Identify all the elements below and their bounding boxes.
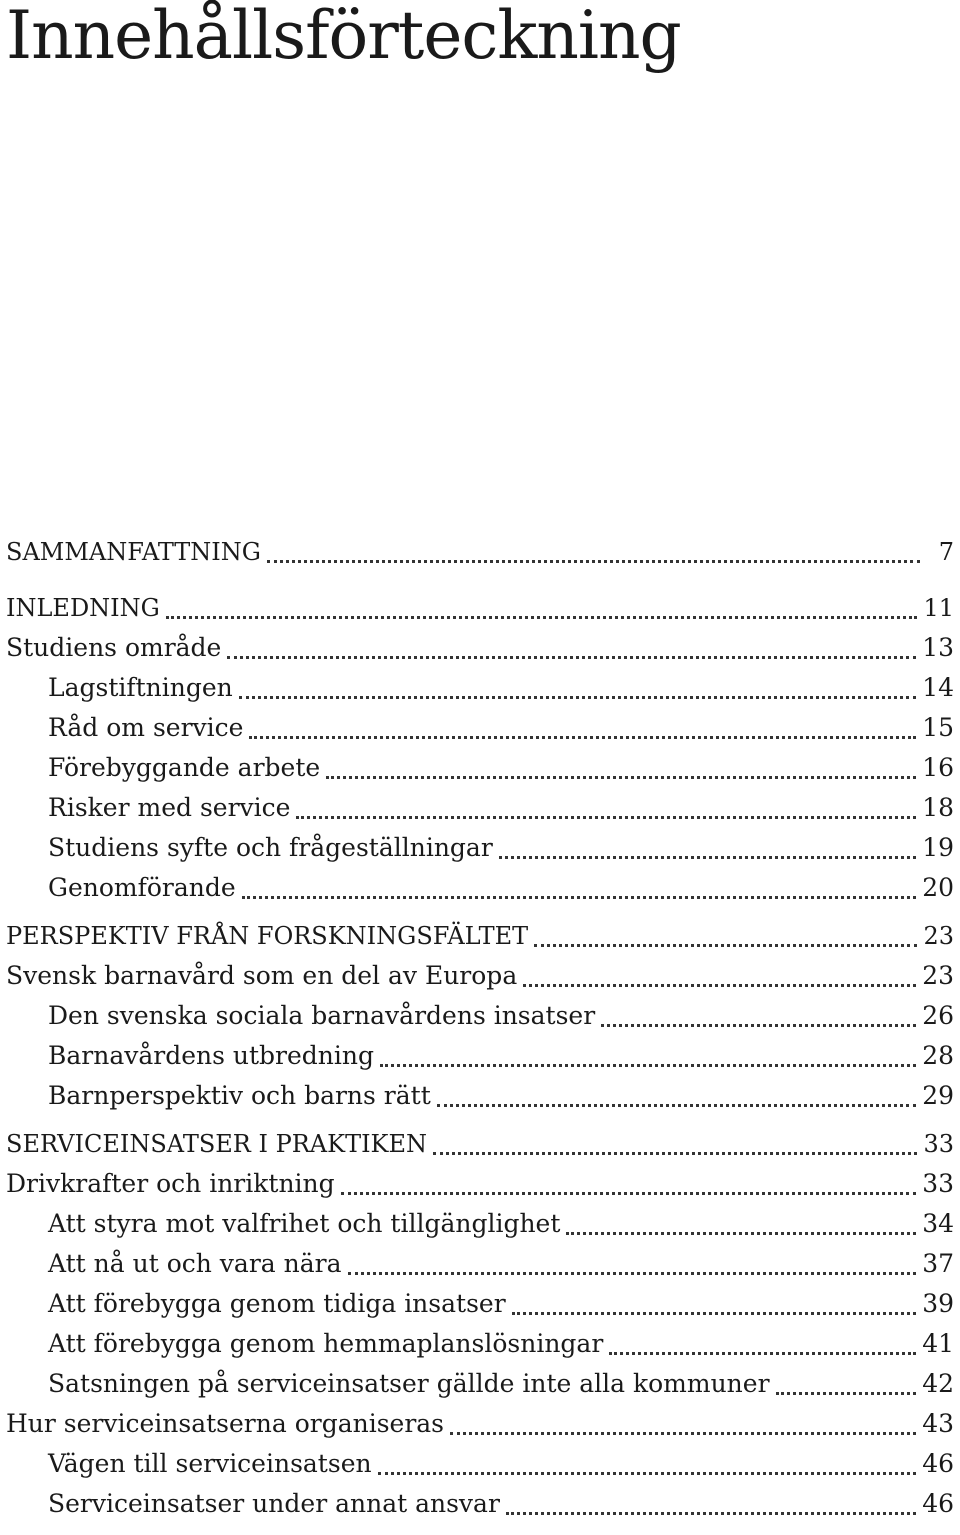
toc-entry-label: PERSPEKTIV FRÅN FORSKNINGSFÄLTET [6, 922, 529, 950]
dot-leader [601, 1024, 916, 1027]
toc-entry-page: 39 [922, 1289, 954, 1318]
toc-entry[interactable] [0, 868, 960, 908]
toc-entry-page: 37 [922, 1249, 954, 1278]
toc-entry-label: Svensk barnavård som en del av Europa [6, 961, 518, 990]
toc-entry[interactable] [0, 588, 960, 628]
toc-entry-page: 18 [922, 793, 954, 822]
toc-entry[interactable] [0, 1444, 960, 1484]
toc-entry[interactable] [0, 532, 960, 572]
toc-entry-label: Barnperspektiv och barns rätt [48, 1081, 431, 1110]
toc-entry-label: SAMMANFATTNING [6, 538, 261, 566]
toc-entry-page: 33 [922, 1169, 954, 1198]
toc-entry[interactable] [0, 828, 960, 868]
toc-entry[interactable] [0, 1244, 960, 1284]
page-title: Innehållsförteckning [6, 0, 681, 74]
toc-entry[interactable] [0, 1324, 960, 1364]
toc-entry[interactable] [0, 748, 960, 788]
dot-leader [437, 1104, 916, 1107]
toc-entry-label: INLEDNING [6, 594, 160, 622]
toc-entry-page: 23 [922, 961, 954, 990]
toc-entry-label: Den svenska sociala barnavårdens insatser [48, 1001, 596, 1030]
toc-entry-page: 29 [922, 1081, 954, 1110]
toc-entry-label: Drivkrafter och inriktning [6, 1169, 335, 1198]
dot-leader [506, 1512, 916, 1515]
dot-leader [499, 856, 916, 859]
toc-entry-label: Serviceinsatser under annat ansvar [48, 1489, 500, 1518]
toc-entry-label: Satsningen på serviceinsatser gällde inte alla kommuner [48, 1369, 770, 1398]
dot-leader [378, 1472, 917, 1475]
toc-entry-label: Förebyggande arbete [48, 753, 321, 782]
dot-leader [227, 656, 916, 659]
toc-entry[interactable] [0, 916, 960, 956]
dot-leader [239, 696, 916, 699]
toc-entry-label: Att nå ut och vara nära [48, 1249, 342, 1278]
toc-entry-label: Studiens område [6, 633, 222, 662]
toc-entry-page: 7 [938, 538, 954, 566]
toc-entry-label: Att förebygga genom tidiga insatser [48, 1289, 506, 1318]
toc-entry-page: 16 [922, 753, 954, 782]
toc-entry-label: Lagstiftningen [48, 673, 233, 702]
toc-entry[interactable] [0, 1284, 960, 1324]
toc-entry-label: Barnavårdens utbredning [48, 1041, 374, 1070]
toc-entry-page: 15 [922, 713, 954, 742]
toc-entry-page: 42 [922, 1369, 954, 1398]
toc-entry-page: 23 [923, 922, 954, 950]
dot-leader [166, 616, 918, 619]
toc-entry-label: Vägen till serviceinsatsen [48, 1449, 372, 1478]
toc-entry[interactable] [0, 668, 960, 708]
toc-entry[interactable] [0, 1076, 960, 1116]
toc-entry[interactable] [0, 1484, 960, 1524]
dot-leader [609, 1352, 916, 1355]
toc-entry-page: 26 [922, 1001, 954, 1030]
toc-entry-label: Råd om service [48, 713, 244, 742]
dot-leader [512, 1312, 917, 1315]
toc-entry[interactable] [0, 1364, 960, 1404]
dot-leader [348, 1272, 917, 1275]
toc-entry[interactable] [0, 956, 960, 996]
toc-entry-page: 33 [923, 1130, 954, 1158]
dot-leader [380, 1064, 916, 1067]
toc-entry-page: 19 [922, 833, 954, 862]
toc-entry-page: 46 [922, 1489, 954, 1518]
toc-entry-page: 28 [922, 1041, 954, 1070]
dot-leader [450, 1432, 916, 1435]
dot-leader [267, 560, 920, 563]
toc-entry[interactable] [0, 1036, 960, 1076]
toc-entry[interactable] [0, 788, 960, 828]
table-of-contents [0, 532, 960, 1524]
toc-entry-page: 41 [922, 1329, 954, 1358]
toc-entry-label: Att styra mot valfrihet och tillgänglighet [48, 1209, 561, 1238]
dot-leader [249, 736, 916, 739]
toc-entry[interactable] [0, 628, 960, 668]
toc-entry-label: SERVICEINSATSER I PRAKTIKEN [6, 1130, 428, 1158]
toc-entry[interactable] [0, 708, 960, 748]
dot-leader [242, 896, 917, 899]
toc-entry-page: 14 [922, 673, 954, 702]
toc-entry-label: Studiens syfte och frågeställningar [48, 833, 493, 862]
dot-leader [326, 776, 916, 779]
toc-entry-label: Risker med service [48, 793, 291, 822]
toc-entry-page: 20 [922, 873, 954, 902]
dot-leader [776, 1392, 917, 1395]
dot-leader [566, 1232, 916, 1235]
toc-entry[interactable] [0, 1204, 960, 1244]
dot-leader [296, 816, 916, 819]
toc-entry[interactable] [0, 1404, 960, 1444]
toc-entry-label: Hur serviceinsatserna organiseras [6, 1409, 445, 1438]
dot-leader [534, 944, 917, 947]
toc-entry-label: Att förebygga genom hemmaplanslösningar [48, 1329, 604, 1358]
toc-entry-label: Genomförande [48, 873, 236, 902]
toc-entry-page: 34 [922, 1209, 954, 1238]
dot-leader [341, 1192, 917, 1195]
toc-entry-page: 13 [922, 633, 954, 662]
toc-entry-page: 46 [922, 1449, 954, 1478]
toc-entry-page: 43 [922, 1409, 954, 1438]
toc-entry[interactable] [0, 1164, 960, 1204]
dot-leader [523, 984, 916, 987]
toc-entry-page: 11 [923, 594, 954, 622]
dot-leader [433, 1152, 917, 1155]
toc-entry[interactable] [0, 996, 960, 1036]
toc-entry[interactable] [0, 1124, 960, 1164]
